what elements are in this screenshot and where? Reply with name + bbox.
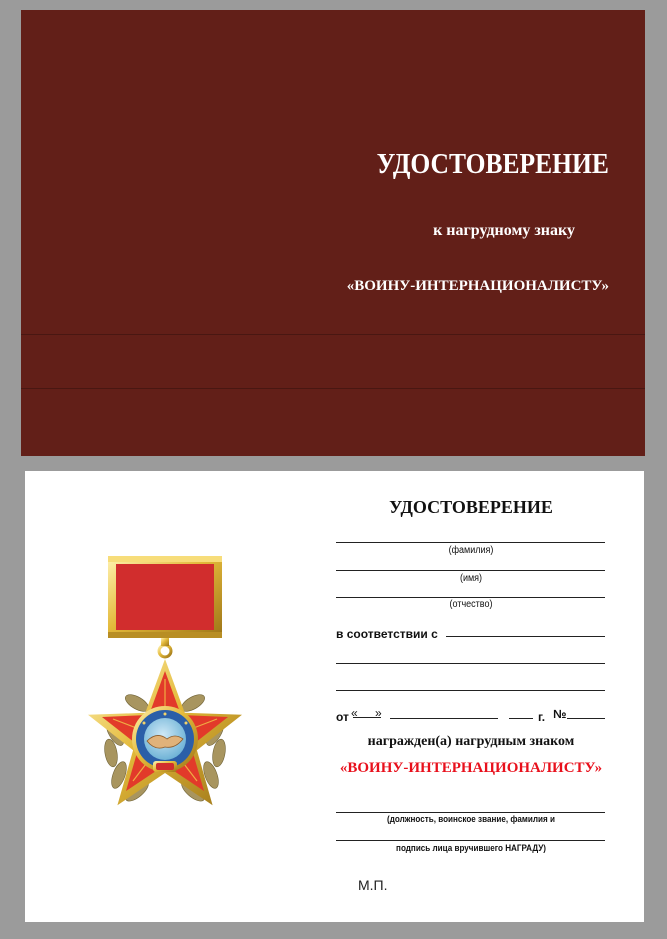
close-quote: » xyxy=(375,706,382,720)
month-line[interactable] xyxy=(390,718,498,719)
medal-ring xyxy=(159,645,171,657)
stamp-label: М.П. xyxy=(358,877,388,893)
number-label: № xyxy=(553,707,567,721)
patronymic-line[interactable] xyxy=(336,597,605,598)
cover-title: УДОСТОВЕРЕНИЕ xyxy=(376,148,609,180)
accordance-line[interactable] xyxy=(446,636,605,637)
accordance-line-3[interactable] xyxy=(336,690,605,691)
ribbon-bar xyxy=(108,556,222,638)
accordance-line-2[interactable] xyxy=(336,663,605,664)
awarded-text: награжден(а) нагрудным знаком xyxy=(367,734,575,749)
name-line[interactable] xyxy=(336,570,605,571)
name-caption: (имя) xyxy=(459,573,483,584)
surname-caption: (фамилия) xyxy=(448,545,494,556)
cover-page xyxy=(21,10,645,456)
cover-subtitle: к нагрудному знаку xyxy=(433,222,575,239)
surname-line[interactable] xyxy=(336,542,605,543)
cover-award-name: «ВОИНУ-ИНТЕРНАЦИОНАЛИСТУ» xyxy=(346,278,609,294)
year-label: г. xyxy=(538,710,546,724)
year-line[interactable] xyxy=(509,718,533,719)
signer-line[interactable] xyxy=(336,812,605,813)
award-name: «ВОИНУ-ИНТЕРНАЦИОНАЛИСТУ» xyxy=(339,760,603,776)
number-line[interactable] xyxy=(567,718,605,719)
medal-image xyxy=(77,553,257,833)
accordance-label: в соответствии с xyxy=(336,627,438,641)
from-label: от xyxy=(336,710,349,724)
signature-line[interactable] xyxy=(336,840,605,841)
open-quote: « xyxy=(351,706,358,720)
signer-caption-1: (должность, воинское звание, фамилия и xyxy=(387,814,555,824)
certificate-page xyxy=(25,471,644,922)
patronymic-caption: (отчество) xyxy=(449,599,493,610)
signer-caption-2: подпись лица вручившего НАГРАДУ) xyxy=(396,843,546,853)
cover-seam xyxy=(21,388,645,389)
cover-seam xyxy=(21,334,645,335)
certificate-title: УДОСТОВЕРЕНИЕ xyxy=(389,497,553,517)
